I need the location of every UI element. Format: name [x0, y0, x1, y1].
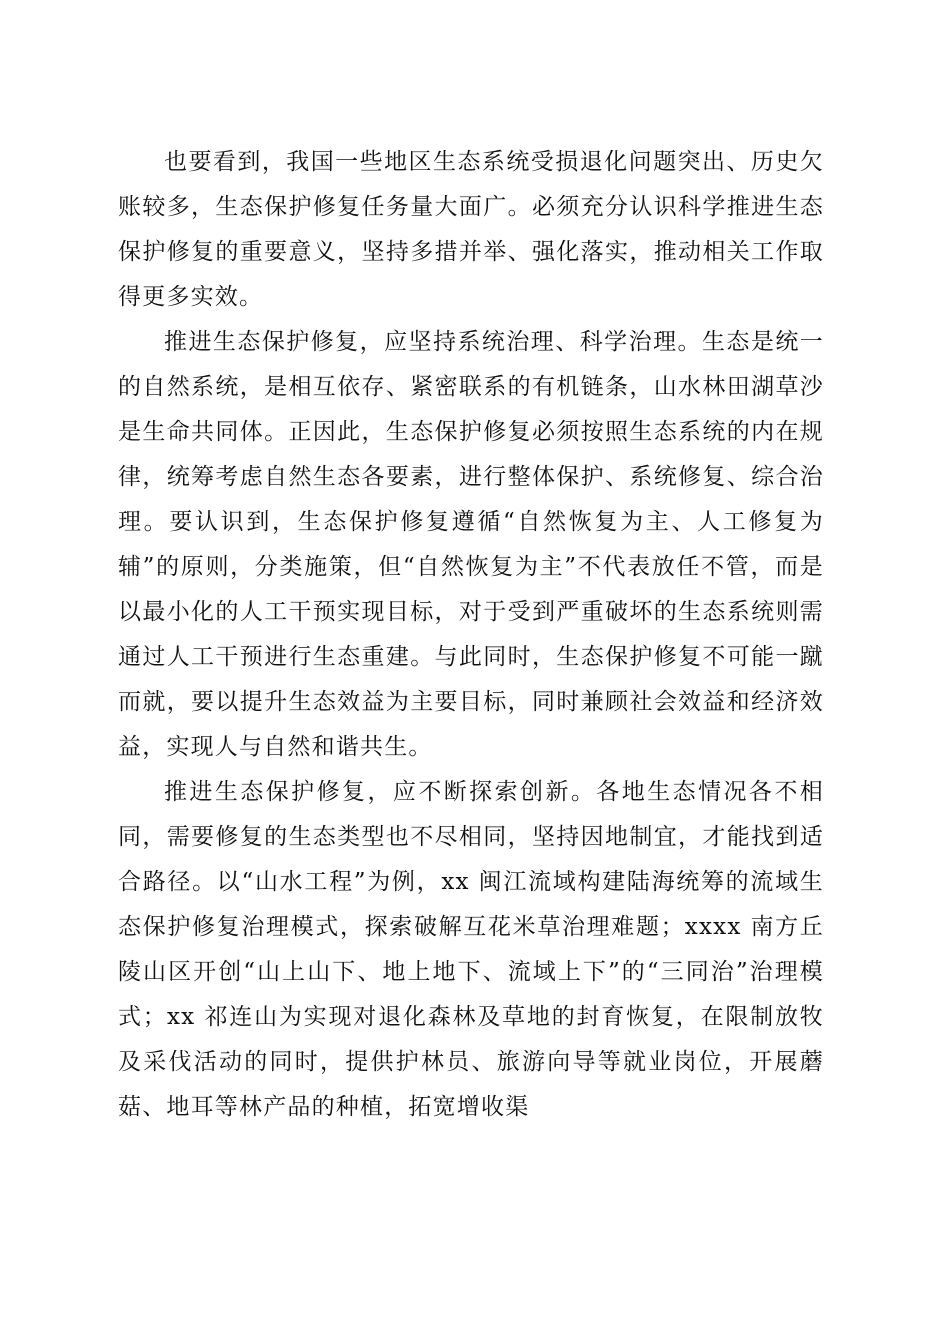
paragraph-2: 推进生态保护修复，应坚持系统治理、科学治理。生态是统一的自然系统，是相互依存、紧密联系的有机链条，山水林田湖草沙是生命共同体。正因此，生态保护修复必须按照生态系统的内在规律，统筹考虑自然生态各要素，进行整体保护、系统修复、综合治理。要认识到，生态保护修复遵循“自然恢复为主、人工修复为辅”的原则，分类施策，但“自然恢复为主”不代表放任不管，而是以最小化的人工干预实现目标，对于受到严重破坏的生态系统则需通过人工干预进行生态重建。与此同时，生态保护修复不可能一蹴而就，要以提升生态效益为主要目标，同时兼顾社会效益和经济效益，实现人与自然和谐共生。 — [118, 329, 824, 760]
paragraph-1: 也要看到，我国一些地区生态系统受损退化问题突出、历史欠账较多，生态保护修复任务量大面广。必须充分认识科学推进生态保护修复的重要意义，坚持多措并举、强化落实，推动相关工作取得更多实效。 — [118, 149, 824, 310]
document-page — [118, 140, 824, 1130]
paragraph-3: 推进生态保护修复，应不断探索创新。各地生态情况各不相同，需要修复的生态类型也不尽相同，坚持因地制宜，才能找到适合路径。以“山水工程”为例，xx 闽江流域构建陆海统筹的流域生态保护修复治理模式，探索破解互花米草治理难题；xxxx 南方丘陵山区开创“山上山下、地上地下、流域上下”的“三同治”治理模式；xx 祁连山为实现对退化森林及草地的封育恢复，在限制放牧及采伐活动的同时，提供护林员、旅游向导等就业岗位，开展蘑菇、地耳等林产品的种植，拓宽增收渠 — [118, 779, 824, 1120]
